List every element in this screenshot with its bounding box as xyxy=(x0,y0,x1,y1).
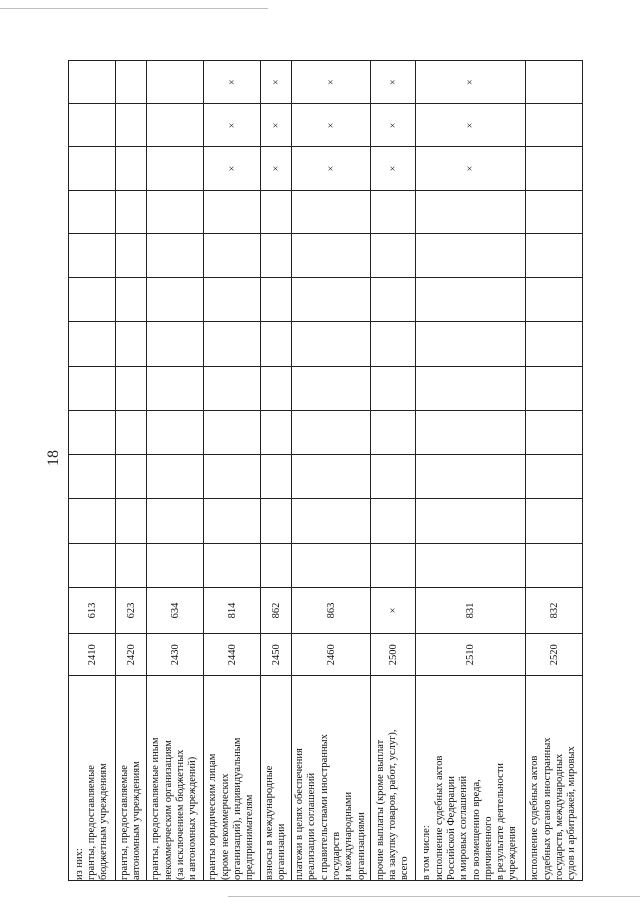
value-cell xyxy=(69,61,116,104)
value-cell xyxy=(204,455,261,499)
value-cell xyxy=(261,278,292,322)
row-code: 2520 xyxy=(526,634,583,676)
value-cell xyxy=(371,366,416,410)
value-cell xyxy=(416,366,526,410)
value-cell xyxy=(147,278,204,322)
value-cell xyxy=(261,233,292,277)
scan-bottom-line xyxy=(228,896,640,897)
value-cell xyxy=(116,499,147,543)
value-cell: × xyxy=(292,104,371,147)
value-cell xyxy=(261,543,292,587)
value-cell xyxy=(416,543,526,587)
table-row xyxy=(416,61,526,881)
value-cell xyxy=(69,543,116,587)
row-code: 2420 xyxy=(116,634,147,676)
value-cell xyxy=(416,190,526,233)
row-description: исполнение судебных актов судебных органов иностранных государств, международных судов и арбитражей, мировых xyxy=(526,676,583,881)
row-description: из них: гранты, предоставляемые бюджетным учреждениям xyxy=(69,676,116,881)
row-classification-code: × xyxy=(371,587,416,633)
value-cell xyxy=(526,278,583,322)
value-cell: × xyxy=(261,147,292,190)
value-cell xyxy=(147,543,204,587)
value-cell xyxy=(292,366,371,410)
value-cell xyxy=(69,278,116,322)
row-classification-code: 634 xyxy=(147,587,204,633)
row-description: гранты, предоставляемые иным некоммерческим организациям (за исключением бюджетных и автономных учреждений) xyxy=(147,676,204,881)
value-cell xyxy=(204,322,261,366)
row-classification-code: 862 xyxy=(261,587,292,633)
value-cell xyxy=(116,455,147,499)
value-cell xyxy=(526,410,583,454)
value-cell xyxy=(371,410,416,454)
table-row xyxy=(292,61,371,881)
row-classification-code: 814 xyxy=(204,587,261,633)
row-description: гранты юридическим лицам (кроме некоммерческих организаций), индивидуальным предпринимателям xyxy=(204,676,261,881)
value-cell xyxy=(261,322,292,366)
row-description: гранты, предоставляемые автономным учреждениям xyxy=(116,676,147,881)
value-cell xyxy=(292,278,371,322)
value-cell xyxy=(371,278,416,322)
value-cell: × xyxy=(371,61,416,104)
value-cell xyxy=(371,322,416,366)
value-cell xyxy=(261,190,292,233)
value-cell xyxy=(69,104,116,147)
value-cell xyxy=(116,543,147,587)
value-cell: × xyxy=(416,147,526,190)
rotated-table-wrapper xyxy=(68,60,578,881)
value-cell xyxy=(526,543,583,587)
table-row xyxy=(116,61,147,881)
value-cell xyxy=(261,499,292,543)
value-cell xyxy=(526,455,583,499)
table-row xyxy=(371,61,416,881)
value-cell: × xyxy=(204,147,261,190)
value-cell xyxy=(69,499,116,543)
value-cell xyxy=(204,233,261,277)
value-cell xyxy=(116,322,147,366)
value-cell xyxy=(147,410,204,454)
value-cell xyxy=(147,104,204,147)
row-classification-code: 831 xyxy=(416,587,526,633)
value-cell xyxy=(116,104,147,147)
value-cell xyxy=(371,190,416,233)
value-cell: × xyxy=(371,147,416,190)
value-cell: × xyxy=(416,104,526,147)
value-cell xyxy=(147,499,204,543)
row-code: 2500 xyxy=(371,634,416,676)
value-cell xyxy=(292,455,371,499)
value-cell xyxy=(116,410,147,454)
value-cell: × xyxy=(261,104,292,147)
table-row xyxy=(526,61,583,881)
value-cell xyxy=(147,322,204,366)
value-cell xyxy=(371,499,416,543)
value-cell xyxy=(292,499,371,543)
row-code: 2410 xyxy=(69,634,116,676)
scan-top-line xyxy=(0,8,268,9)
value-cell: × xyxy=(292,147,371,190)
value-cell xyxy=(261,455,292,499)
value-cell xyxy=(69,190,116,233)
value-cell: × xyxy=(292,61,371,104)
row-classification-code: 863 xyxy=(292,587,371,633)
value-cell xyxy=(204,499,261,543)
value-cell xyxy=(204,190,261,233)
value-cell: × xyxy=(204,104,261,147)
value-cell xyxy=(416,233,526,277)
value-cell xyxy=(204,278,261,322)
value-cell: × xyxy=(371,104,416,147)
value-cell xyxy=(416,455,526,499)
value-cell xyxy=(261,410,292,454)
value-cell xyxy=(116,190,147,233)
table-row xyxy=(147,61,204,881)
value-cell xyxy=(371,455,416,499)
value-cell xyxy=(416,410,526,454)
row-code: 2450 xyxy=(261,634,292,676)
value-cell xyxy=(204,543,261,587)
value-cell xyxy=(116,233,147,277)
value-cell xyxy=(116,278,147,322)
value-cell xyxy=(116,147,147,190)
value-cell xyxy=(69,233,116,277)
value-cell xyxy=(261,366,292,410)
row-code: 2460 xyxy=(292,634,371,676)
value-cell xyxy=(371,233,416,277)
row-classification-code: 623 xyxy=(116,587,147,633)
value-cell xyxy=(526,104,583,147)
value-cell xyxy=(116,61,147,104)
value-cell xyxy=(147,147,204,190)
value-cell xyxy=(526,499,583,543)
value-cell xyxy=(416,278,526,322)
value-cell xyxy=(204,410,261,454)
value-cell xyxy=(69,147,116,190)
row-description: в том числе: исполнение судебных актов Российской Федерации и мировых соглашений по возмещению вреда, причиненного в результате деятельности учреждения xyxy=(416,676,526,881)
row-code: 2510 xyxy=(416,634,526,676)
value-cell: × xyxy=(261,61,292,104)
value-cell xyxy=(526,147,583,190)
value-cell xyxy=(292,410,371,454)
row-description: взносы в международные организации xyxy=(261,676,292,881)
value-cell xyxy=(116,366,147,410)
value-cell xyxy=(147,366,204,410)
row-classification-code: 832 xyxy=(526,587,583,633)
row-code: 2430 xyxy=(147,634,204,676)
value-cell xyxy=(292,233,371,277)
row-description: платежи в целях обеспечения реализации соглашений с правительствами иностранных государств и международными организациями xyxy=(292,676,371,881)
value-cell xyxy=(69,455,116,499)
value-cell xyxy=(292,543,371,587)
table-row xyxy=(69,61,116,881)
table-row xyxy=(204,61,261,881)
value-cell xyxy=(147,455,204,499)
value-cell xyxy=(371,543,416,587)
value-cell: × xyxy=(204,61,261,104)
value-cell xyxy=(204,366,261,410)
value-cell xyxy=(69,410,116,454)
value-cell xyxy=(292,322,371,366)
value-cell xyxy=(69,322,116,366)
page-number: 18 xyxy=(45,450,62,466)
value-cell xyxy=(526,322,583,366)
value-cell xyxy=(526,61,583,104)
value-cell xyxy=(416,499,526,543)
value-cell: × xyxy=(416,61,526,104)
value-cell xyxy=(147,61,204,104)
value-cell xyxy=(147,233,204,277)
value-cell xyxy=(526,366,583,410)
value-cell xyxy=(147,190,204,233)
value-cell xyxy=(69,366,116,410)
value-cell xyxy=(526,233,583,277)
row-code: 2440 xyxy=(204,634,261,676)
row-classification-code: 613 xyxy=(69,587,116,633)
table-body xyxy=(69,61,583,881)
expenditure-table xyxy=(68,60,583,881)
value-cell xyxy=(292,190,371,233)
value-cell xyxy=(526,190,583,233)
value-cell xyxy=(416,322,526,366)
row-description: прочие выплаты (кроме выплат на закупку товаров, работ, услуг), всего xyxy=(371,676,416,881)
table-row xyxy=(261,61,292,881)
